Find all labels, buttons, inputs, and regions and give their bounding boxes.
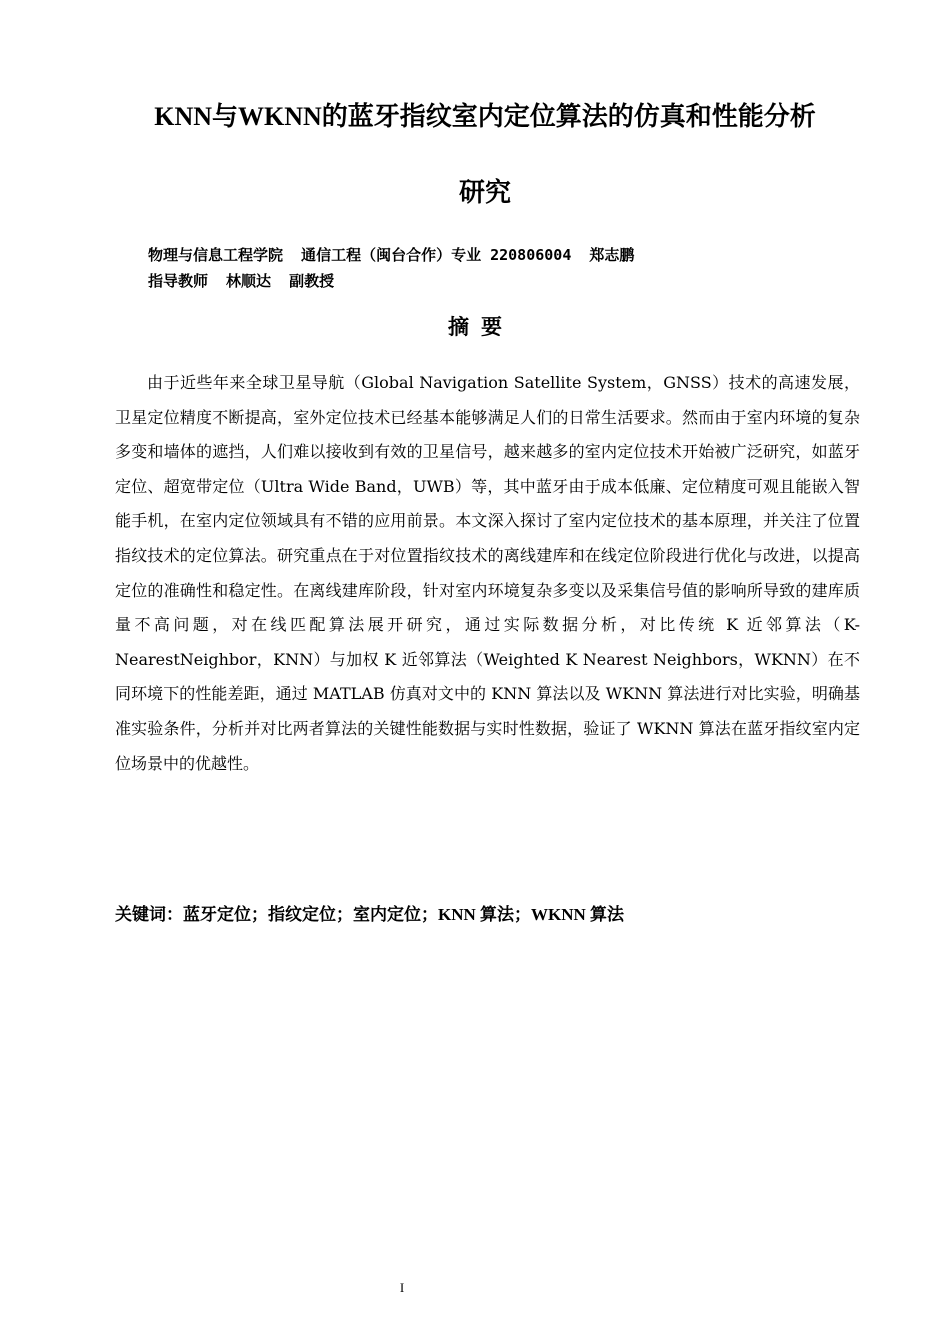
paper-title-line-1: KNN与WKNN的蓝牙指纹室内定位算法的仿真和性能分析 — [154, 102, 816, 131]
author-affiliation: 物理与信息工程学院 通信工程（闽台合作）专业 220806004 郑志鹏 — [148, 246, 635, 264]
keywords: 关键词：蓝牙定位；指纹定位；室内定位；KNN 算法；WKNN 算法 — [115, 905, 625, 924]
page-number: I — [399, 1280, 405, 1295]
abstract-body: 由于近些年来全球卫星导航（Global Navigation Satellite System，GNSS）技术的高速发展，卫星定位精度不断提高，室外定位技术已经基本能够满足人们的日常生活要求。然而由于室内环境的复杂多变和墙体的遮挡，人们难以接收到有效的卫星信号，越来越多的室内定位技术开始被广泛研究，如蓝牙定位、超宽带定位（Ultra Wide Band，UWB）等，其中蓝牙由于成本低廉、定位精度可观且能嵌入智能手机，在室内定位领域具有不错的应用前景。本文深入探讨了室内定位技术的基本原理，并关注了位置指纹技术的定位算法。研究重点在于对位置指纹技术的离线建库和在线定位阶段进行优化与改进，以提高定位的准确性和稳定性。在离线建库阶段，针对室内环境复杂多变以及采集信号值的影响所导致的建库质量不高问题，对在线匹配算法展开研究，通过实际数据分析，对比传统 K 近邻算法（K-NearestNeighbor，KNN）与加权 K 近邻算法（Weighted K Nearest Neighbors，WKNN）在不同环境下的性能差距，通过 MATLAB 仿真对文中的 KNN 算法以及 WKNN 算法进行对比实验，明确基准实验条件，分析并对比两者算法的关键性能数据与实时性数据，验证了 WKNN 算法在蓝牙指纹室内定位场景中的优越性。 — [115, 373, 860, 773]
abstract-heading: 摘要 — [448, 315, 514, 339]
paper-title-line-2: 研究 — [458, 178, 511, 207]
advisor-line: 指导教师 林顺达 副教授 — [148, 272, 335, 290]
